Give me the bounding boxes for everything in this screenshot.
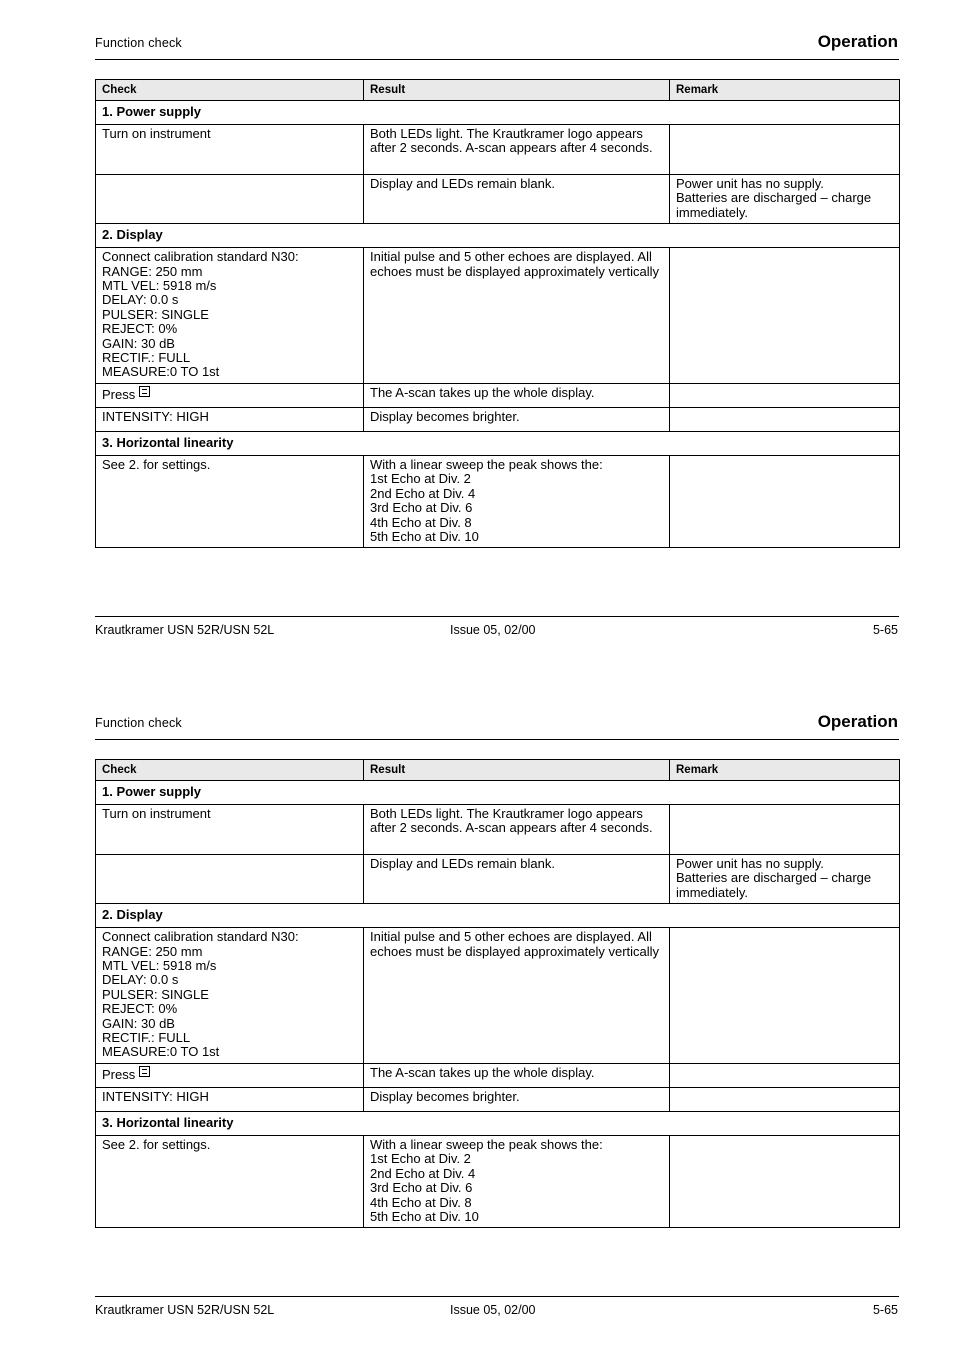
check-cell: Turn on instrument [96,125,364,175]
footer-issue: Issue 05, 02/00 [450,1303,536,1317]
table-row [96,383,900,407]
result-cell: Display and LEDs remain blank. [364,855,670,904]
header-section-title: Function check [95,716,182,730]
footer-divider [95,1296,899,1297]
footer-product: Krautkramer USN 52R/USN 52L [95,623,275,637]
section-title: 2. Display [96,904,900,928]
remark-cell [670,407,900,431]
table-row [96,1135,900,1227]
table-row [96,407,900,431]
section-title: 1. Power supply [96,101,900,125]
header-divider [95,59,899,60]
check-cell [96,855,364,904]
result-cell: Display becomes brighter. [364,407,670,431]
remark-cell [670,248,900,384]
table-row [96,855,900,904]
section-row-horizontal-linearity [96,431,900,455]
header-section-title: Function check [95,36,182,50]
result-cell: With a linear sweep the peak shows the: 1st Echo at Div. 2 2nd Echo at Div. 4 3rd Echo at Div. 6 4th Echo at Div. 8 5th Echo at Div. 10 [364,1135,670,1227]
result-cell: Initial pulse and 5 other echoes are displayed. All echoes must be displayed approximately vertically [364,248,670,384]
table-row [96,455,900,547]
check-cell: INTENSITY: HIGH [96,1087,364,1111]
check-cell [96,175,364,224]
check-cell [96,1063,364,1087]
column-header-remark: Remark [670,760,900,781]
column-header-check: Check [96,760,364,781]
check-cell: Connect calibration standard N30: RANGE: 250 mm MTL VEL: 5918 m/s DELAY: 0.0 s PULSER: SINGLE REJECT: 0% GAIN: 30 dB RECTIF.: FULL MEASURE:0 TO 1st [96,248,364,384]
function-check-table [95,79,900,548]
result-cell: The A-scan takes up the whole display. [364,383,670,407]
table-row [96,175,900,224]
remark-cell: Power unit has no supply. Batteries are discharged – charge immediately. [670,855,900,904]
footer-page-number: 5-65 [872,1303,898,1317]
table-row [96,1087,900,1111]
section-row-power-supply [96,781,900,805]
column-header-remark: Remark [670,80,900,101]
section-row-display [96,904,900,928]
column-header-check: Check [96,80,364,101]
table-row [96,125,900,175]
check-cell: See 2. for settings. [96,455,364,547]
section-title: 2. Display [96,224,900,248]
header-divider [95,739,899,740]
check-text: Press [102,1066,136,1082]
column-header-result: Result [364,80,670,101]
remark-cell [670,1135,900,1227]
result-cell: With a linear sweep the peak shows the: 1st Echo at Div. 2 2nd Echo at Div. 4 3rd Echo at Div. 6 4th Echo at Div. 8 5th Echo at Div. 10 [364,455,670,547]
zoom-key-icon [139,1066,150,1077]
check-text: Press [102,386,136,402]
result-cell: Initial pulse and 5 other echoes are displayed. All echoes must be displayed approximately vertically [364,928,670,1064]
remark-cell: Power unit has no supply. Batteries are discharged – charge immediately. [670,175,900,224]
check-cell: See 2. for settings. [96,1135,364,1227]
result-cell: Display and LEDs remain blank. [364,175,670,224]
header-chapter-title: Operation [817,32,898,51]
check-cell: Connect calibration standard N30: RANGE: 250 mm MTL VEL: 5918 m/s DELAY: 0.0 s PULSER: SINGLE REJECT: 0% GAIN: 30 dB RECTIF.: FULL MEASURE:0 TO 1st [96,928,364,1064]
table-header-row [96,760,900,781]
section-row-power-supply [96,101,900,125]
header-chapter-title: Operation [817,712,898,731]
remark-cell [670,1063,900,1087]
result-cell: Both LEDs light. The Krautkramer logo appears after 2 seconds. A-scan appears after 4 seconds. [364,805,670,855]
remark-cell [670,1087,900,1111]
footer-product: Krautkramer USN 52R/USN 52L [95,1303,275,1317]
zoom-key-icon [139,386,150,397]
check-cell [96,383,364,407]
footer-divider [95,616,899,617]
footer-page-number: 5-65 [872,623,898,637]
function-check-table [95,759,900,1228]
section-row-horizontal-linearity [96,1111,900,1135]
page-bottom [0,680,954,1355]
column-header-result: Result [364,760,670,781]
table-row [96,928,900,1064]
remark-cell [670,805,900,855]
remark-cell [670,928,900,1064]
section-title: 3. Horizontal linearity [96,1111,900,1135]
section-title: 1. Power supply [96,781,900,805]
check-cell: INTENSITY: HIGH [96,407,364,431]
table-row [96,1063,900,1087]
result-cell: The A-scan takes up the whole display. [364,1063,670,1087]
table-header-row [96,80,900,101]
page-top [0,0,954,675]
remark-cell [670,455,900,547]
result-cell: Both LEDs light. The Krautkramer logo appears after 2 seconds. A-scan appears after 4 seconds. [364,125,670,175]
section-title: 3. Horizontal linearity [96,431,900,455]
table-row [96,805,900,855]
remark-cell [670,125,900,175]
remark-cell [670,383,900,407]
check-cell: Turn on instrument [96,805,364,855]
section-row-display [96,224,900,248]
result-cell: Display becomes brighter. [364,1087,670,1111]
footer-issue: Issue 05, 02/00 [450,623,536,637]
table-row [96,248,900,384]
